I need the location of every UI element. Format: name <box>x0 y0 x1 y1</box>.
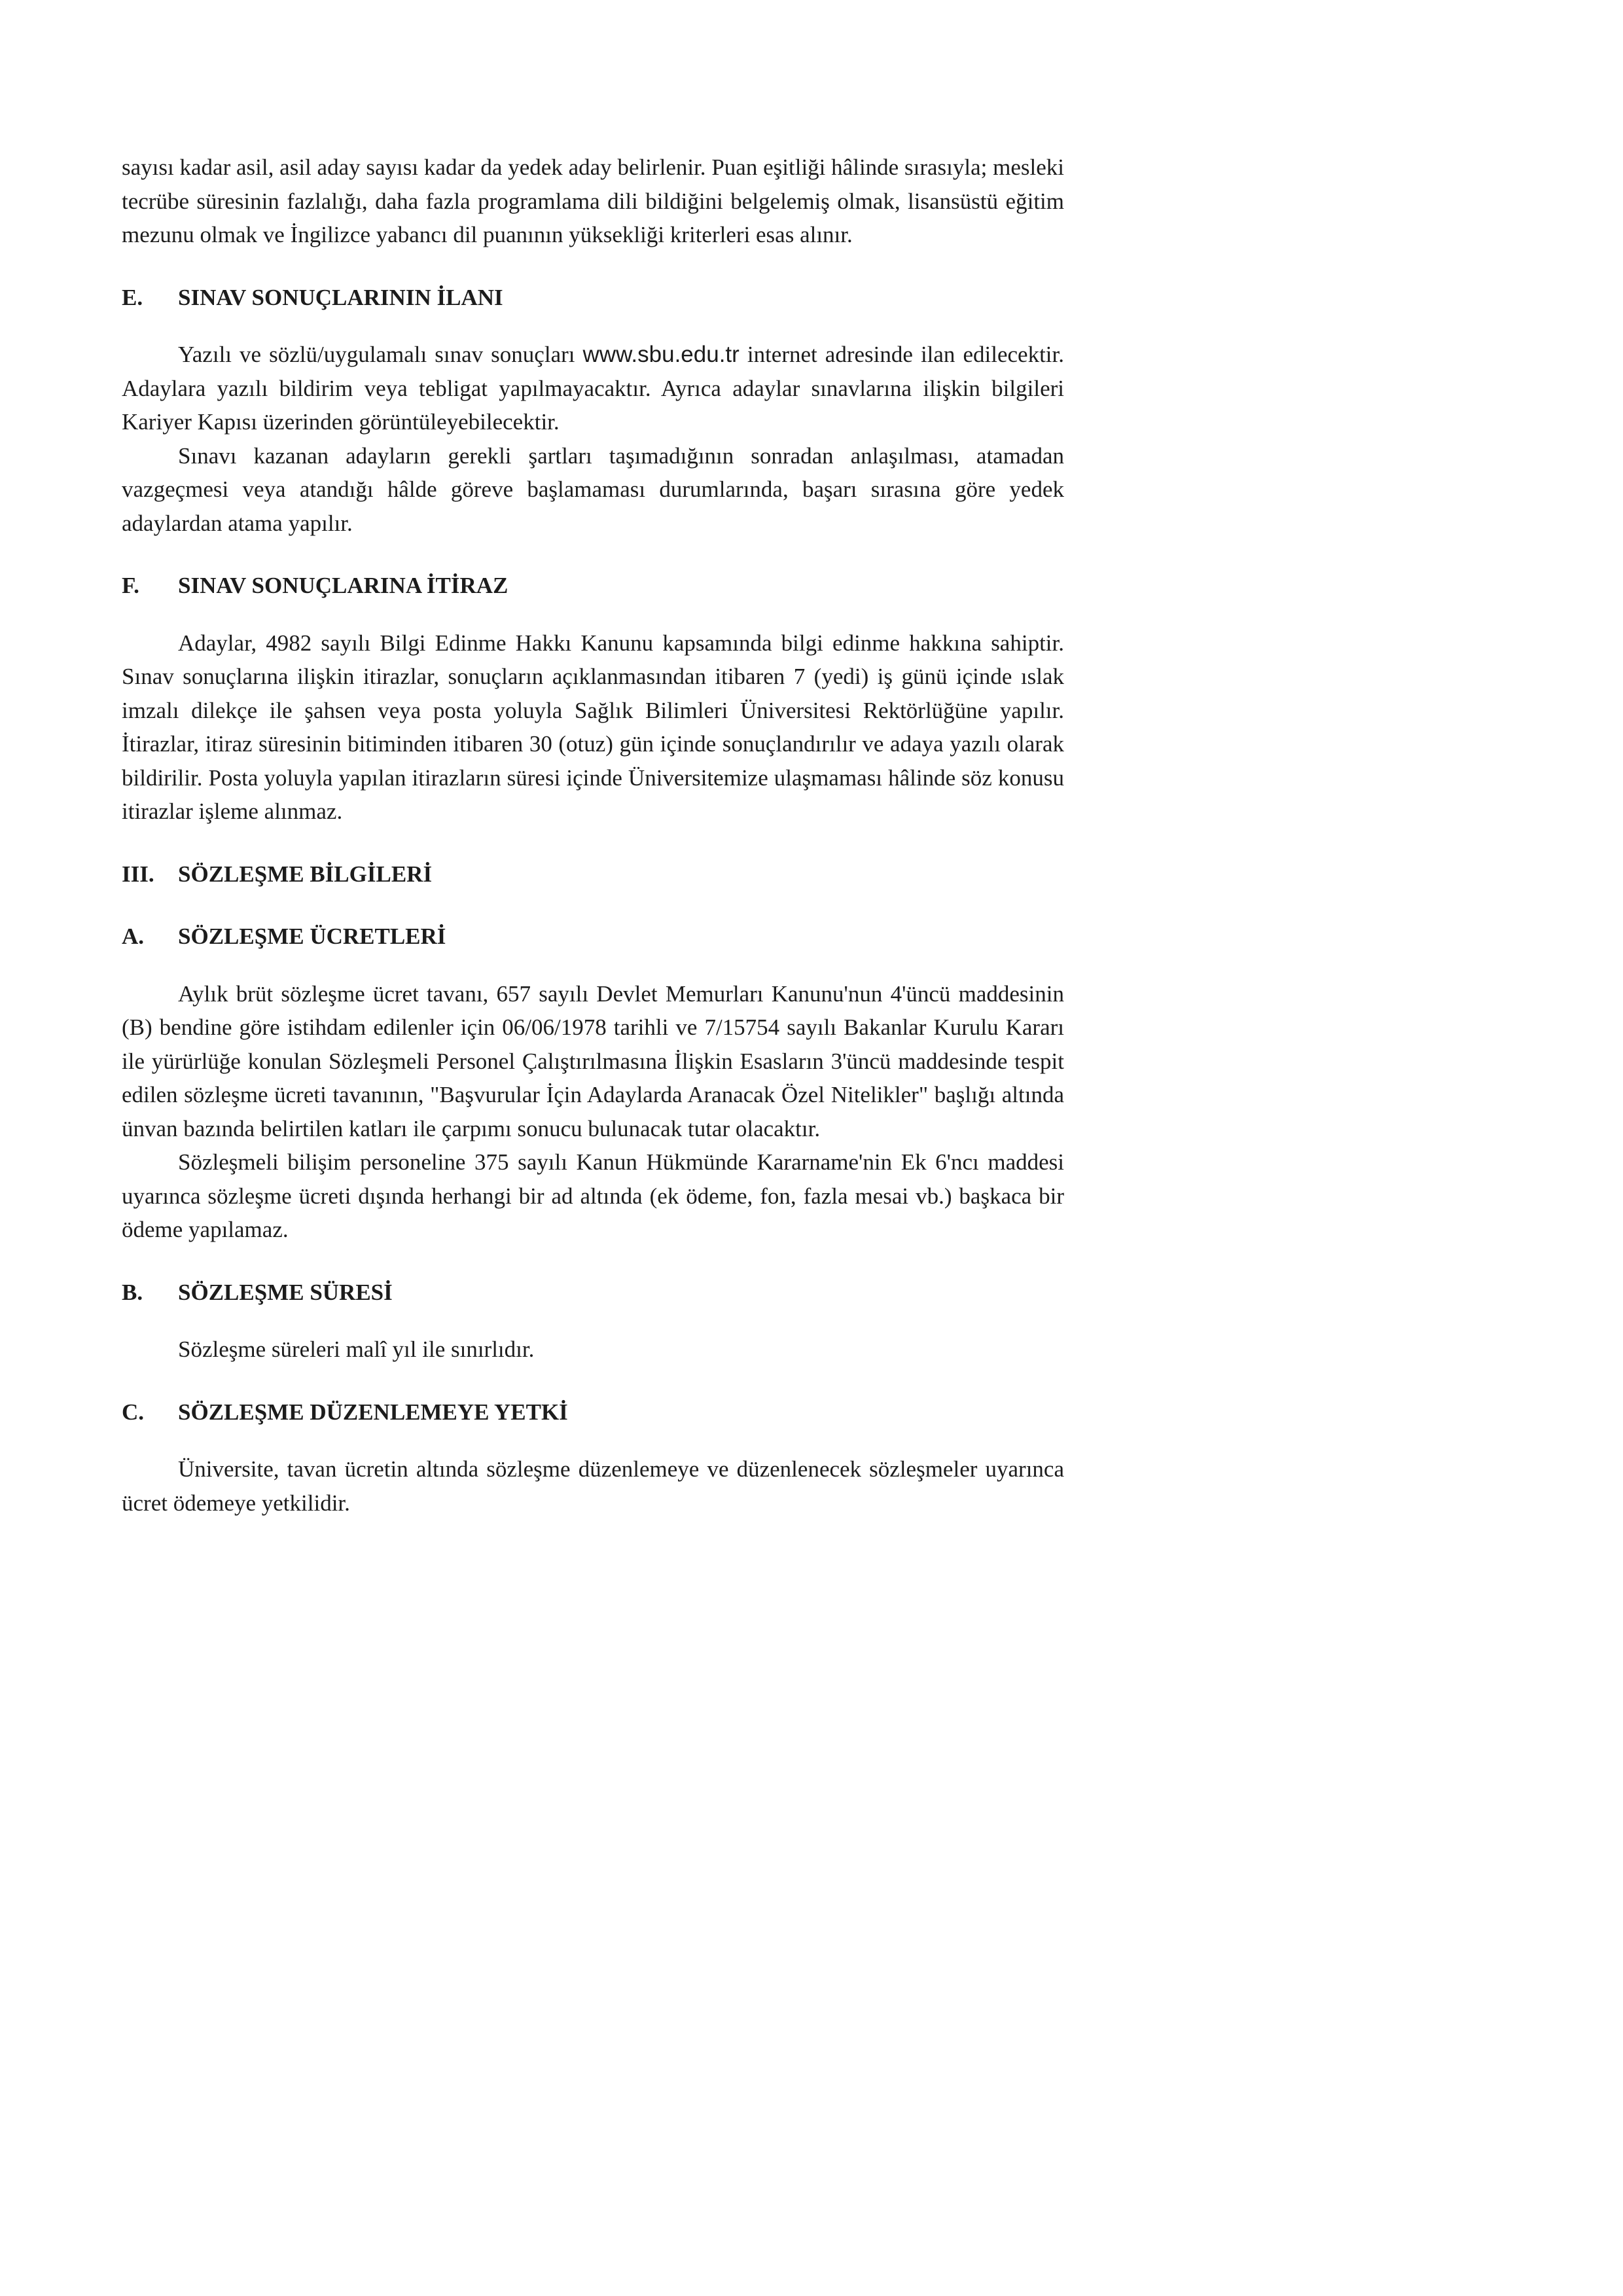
section-e-p1-text-start: Yazılı ve sözlü/uygulamalı sınav sonuçları <box>178 342 583 367</box>
section-a-title: SÖZLEŞME ÜCRETLERİ <box>178 924 446 949</box>
section-e-letter: E. <box>122 284 143 310</box>
section-f-paragraph-1: Adaylar, 4982 sayılı Bilgi Edinme Hakkı Kanunu kapsamında bilgi edinme hakkına sahiptir. Sınav sonuçlarına ilişkin itirazlar, sonuçların açıklanmasından itibaren 7 (yedi) iş günü içinde ıslak imzalı dilekçe ile şahsen veya posta yoluyla Sağlık Bilimleri Üniversitesi Rektörlüğüne yapılır. İtirazlar, itiraz süresinin bitiminden itibaren 30 (otuz) gün içinde sonuçlandırılır ve adaya yazılı olarak bildirilir. Posta yoluyla yapılan itirazların süresi içinde Üniversitemize ulaşmaması hâlinde söz konusu itirazlar işleme alınmaz. <box>122 630 1064 824</box>
website-link[interactable]: www.sbu.edu.tr <box>582 342 740 367</box>
section-b-paragraph-1: Sözleşme süreleri malî yıl ile sınırlıdır. <box>178 1336 535 1362</box>
section-a-letter: A. <box>122 924 145 949</box>
intro-paragraph: sayısı kadar asil, asil aday sayısı kadar da yedek aday belirlenir. Puan eşitliği hâlinde sırasıyla; mesleki tecrübe süresinin fazlalığı, daha fazla programlama dili bildiğini belgelemiş olmak, lisansüstü eğitim mezunu olmak ve İngilizce yabancı dil puanının yüksekliği kriterleri esas alınır. <box>122 154 1064 247</box>
section-iii-heading <box>122 857 1064 891</box>
section-e-heading <box>122 281 1064 315</box>
section-a-paragraph-2: Sözleşmeli bilişim personeline 375 sayılı Kanun Hükmünde Kararname'nin Ek 6'ncı maddesi uyarınca sözleşme ücreti dışında herhangi bir ad altında (ek ödeme, fon, fazla mesai vb.) başkaca bir ödeme yapılamaz. <box>122 1149 1064 1242</box>
section-b-heading <box>122 1276 1064 1310</box>
section-b-title: SÖZLEŞME SÜRESİ <box>178 1279 393 1305</box>
section-e-p1-text-end: internet adresinde ilan edilecektir. Adaylara yazılı bildirim veya tebligat yapılmayacaktır. Ayrıca adaylar sınavlarına ilişkin bilgileri Kariyer Kapısı üzerinden görüntüleyebilecektir. <box>122 342 1064 435</box>
section-a-paragraph-1: Aylık brüt sözleşme ücret tavanı, 657 sayılı Devlet Memurları Kanunu'nun 4'üncü maddesinin (B) bendine göre istihdam edilenler için 06/06/1978 tarihli ve 7/15754 sayılı Bakanlar Kurulu Kararı ile yürürlüğe konulan Sözleşmeli Personel Çalıştırılmasına İlişkin Esasların 3'üncü maddesinde tespit edilen sözleşme ücreti tavanının, "Başvurular İçin Adaylarda Aranacak Özel Nitelikler" başlığı altında ünvan bazında belirtilen katları ile çarpımı sonucu bulunacak tutar olacaktır. <box>122 980 1064 1141</box>
section-c-heading <box>122 1395 1064 1429</box>
section-c-title: SÖZLEŞME DÜZENLEMEYE YETKİ <box>178 1399 568 1425</box>
section-c-letter: C. <box>122 1399 145 1425</box>
section-b-letter: B. <box>122 1279 143 1305</box>
section-c-paragraph-1: Üniversite, tavan ücretin altında sözleşme düzenlemeye ve düzenlenecek sözleşmeler uyarınca ücret ödemeye yetkilidir. <box>122 1456 1064 1516</box>
section-e-paragraph-2: Sınavı kazanan adayların gerekli şartları taşımadığının sonradan anlaşılması, atamadan vazgeçmesi veya atandığı hâlde göreve başlamaması durumlarında, başarı sırasına göre yedek adaylardan atama yapılır. <box>122 442 1064 536</box>
section-iii-title: SÖZLEŞME BİLGİLERİ <box>178 861 433 887</box>
section-f-heading <box>122 569 1064 603</box>
section-a-heading <box>122 920 1064 954</box>
section-e-title: SINAV SONUÇLARININ İLANI <box>178 284 503 310</box>
section-e-paragraph-1 <box>122 338 1064 439</box>
section-iii-letter: III. <box>122 861 154 887</box>
document-page <box>122 151 1064 1520</box>
section-f-letter: F. <box>122 573 139 598</box>
section-f-title: SINAV SONUÇLARINA İTİRAZ <box>178 573 508 598</box>
